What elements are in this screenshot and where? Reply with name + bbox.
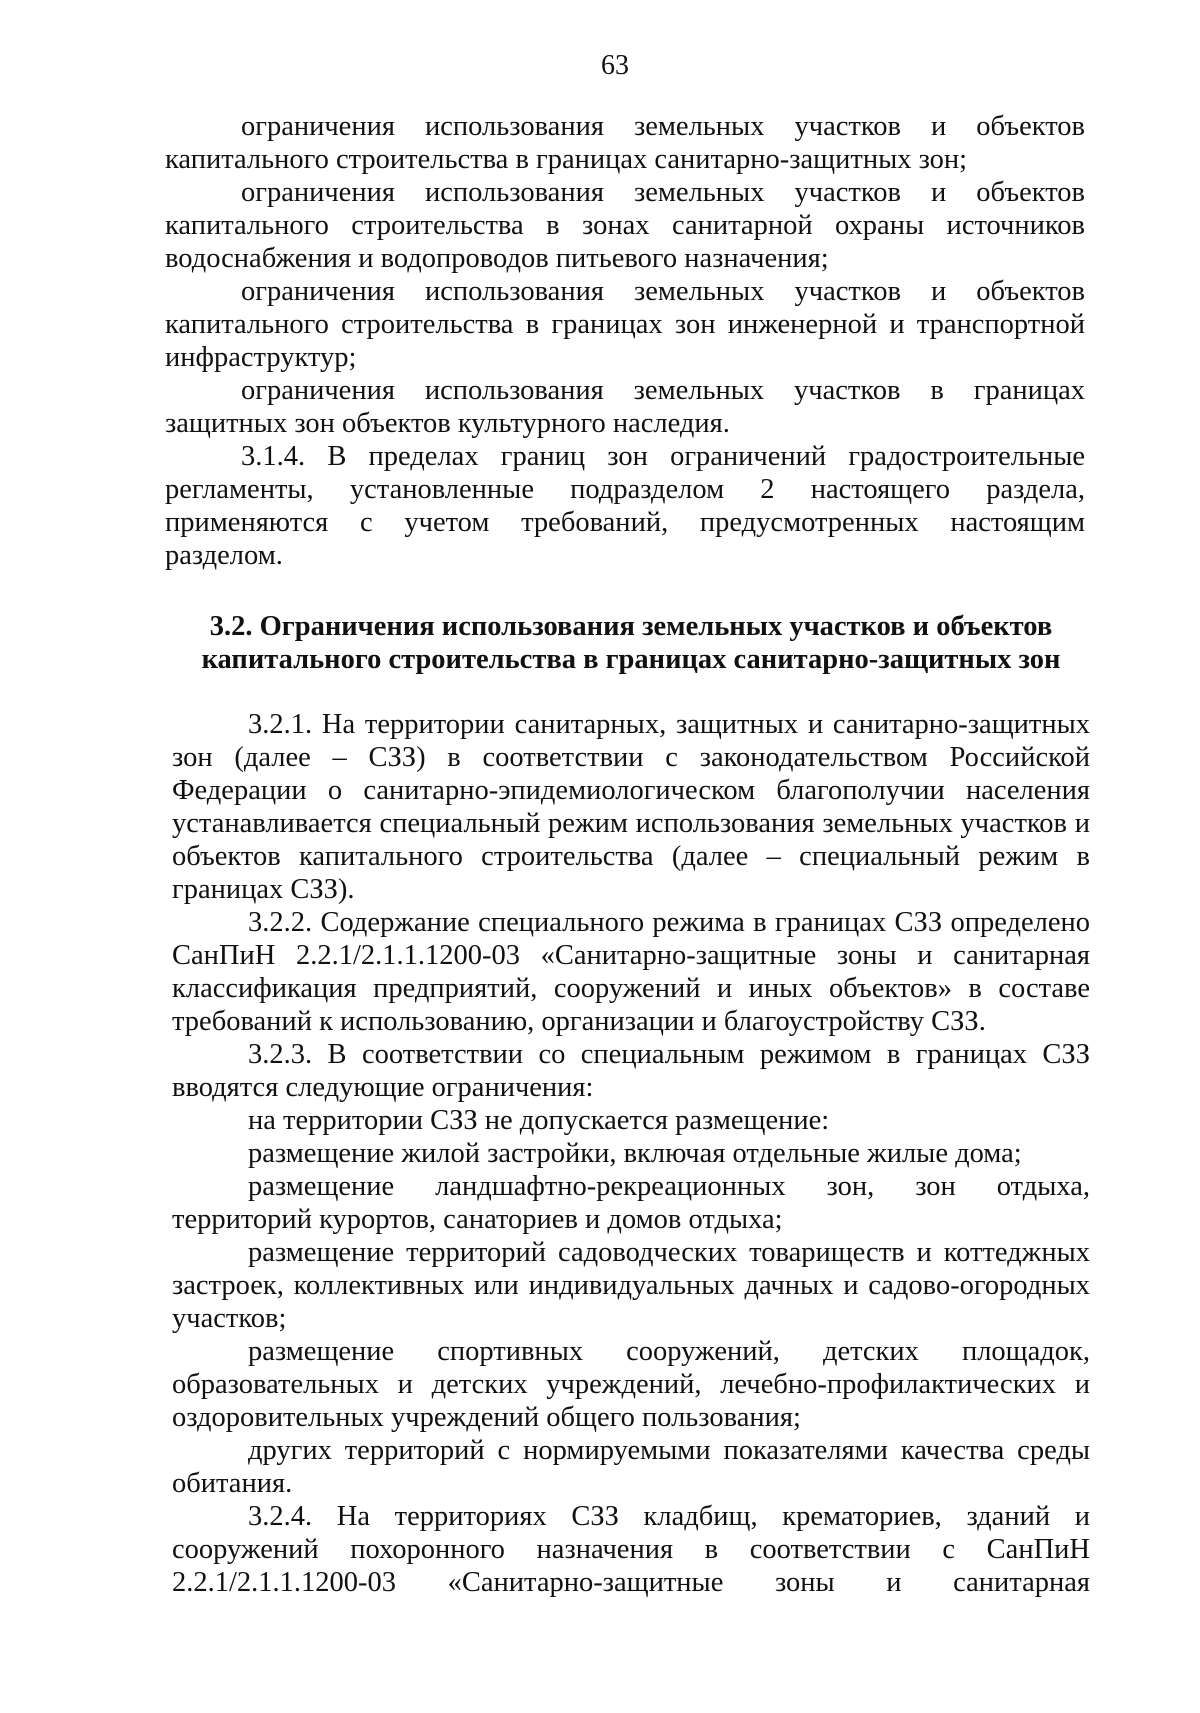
page-number: 63: [601, 50, 629, 81]
paragraph: размещение ландшафтно-рекреационных зон, зон отдыха, территорий курортов, санаториев и домов отдыха;: [172, 1171, 1090, 1235]
paragraph: 3.2.1. На территории санитарных, защитных и санитарно-защитных зон (далее – СЗЗ) в соответствии с законодательством Российской Федерации о санитарно-эпидемиологическом благополучии населения устанавливается специальный режим использования земельных участков и объектов капитального строительства (далее – специальный режим в границах СЗЗ).: [172, 709, 1090, 905]
paragraph: ограничения использования земельных участков и объектов капитального строительства в зонах санитарной охраны источников водоснабжения и водопроводов питьевого назначения;: [165, 177, 1085, 274]
paragraph: 3.2.4. На территориях СЗЗ кладбищ, крематориев, зданий и сооружений похоронного назначения в соответствии с СанПиН 2.2.1/2.1.1.1200-03 «Санитарно-защитные зоны и санитарная: [172, 1501, 1090, 1598]
paragraph: размещение спортивных сооружений, детских площадок, образовательных и детских учреждений, лечебно-профилактических и оздоровительных учреждений общего пользования;: [172, 1336, 1090, 1433]
section-top: [165, 110, 1085, 572]
paragraph: размещение территорий садоводческих товариществ и коттеджных застроек, коллективных или индивидуальных дачных и садово-огородных участков;: [172, 1237, 1090, 1334]
section-main: [172, 708, 1090, 1599]
section-heading-line-2: капитального строительства в границах санитарно-защитных зон: [201, 644, 1061, 675]
paragraph: 3.2.3. В соответствии со специальным режимом в границах СЗЗ вводятся следующие ограничения:: [172, 1039, 1090, 1103]
paragraph: ограничения использования земельных участков и объектов капитального строительства в границах санитарно-защитных зон;: [165, 111, 1085, 175]
paragraph: 3.2.2. Содержание специального режима в границах СЗЗ определено СанПиН 2.2.1/2.1.1.1200-03 «Санитарно-защитные зоны и санитарная классификация предприятий, сооружений и иных объектов» в составе требований к использованию, организации и благоустройству СЗЗ.: [172, 907, 1090, 1037]
paragraph: ограничения использования земельных участков и объектов капитального строительства в границах зон инженерной и транспортной инфраструктур;: [165, 276, 1085, 373]
paragraph: размещение жилой застройки, включая отдельные жилые дома;: [248, 1138, 1022, 1169]
paragraph: 3.1.4. В пределах границ зон ограничений градостроительные регламенты, установленные подразделом 2 настоящего раздела, применяются с учетом требований, предусмотренных настоящим разделом.: [165, 441, 1085, 571]
paragraph: других территорий с нормируемыми показателями качества среды обитания.: [172, 1435, 1090, 1499]
section-heading: [172, 610, 1090, 676]
paragraph: ограничения использования земельных участков в границах защитных зон объектов культурного наследия.: [165, 375, 1085, 439]
paragraph: на территории СЗЗ не допускается размещение:: [248, 1105, 830, 1136]
section-heading-line-1: 3.2. Ограничения использования земельных участков и объектов: [209, 611, 1053, 642]
